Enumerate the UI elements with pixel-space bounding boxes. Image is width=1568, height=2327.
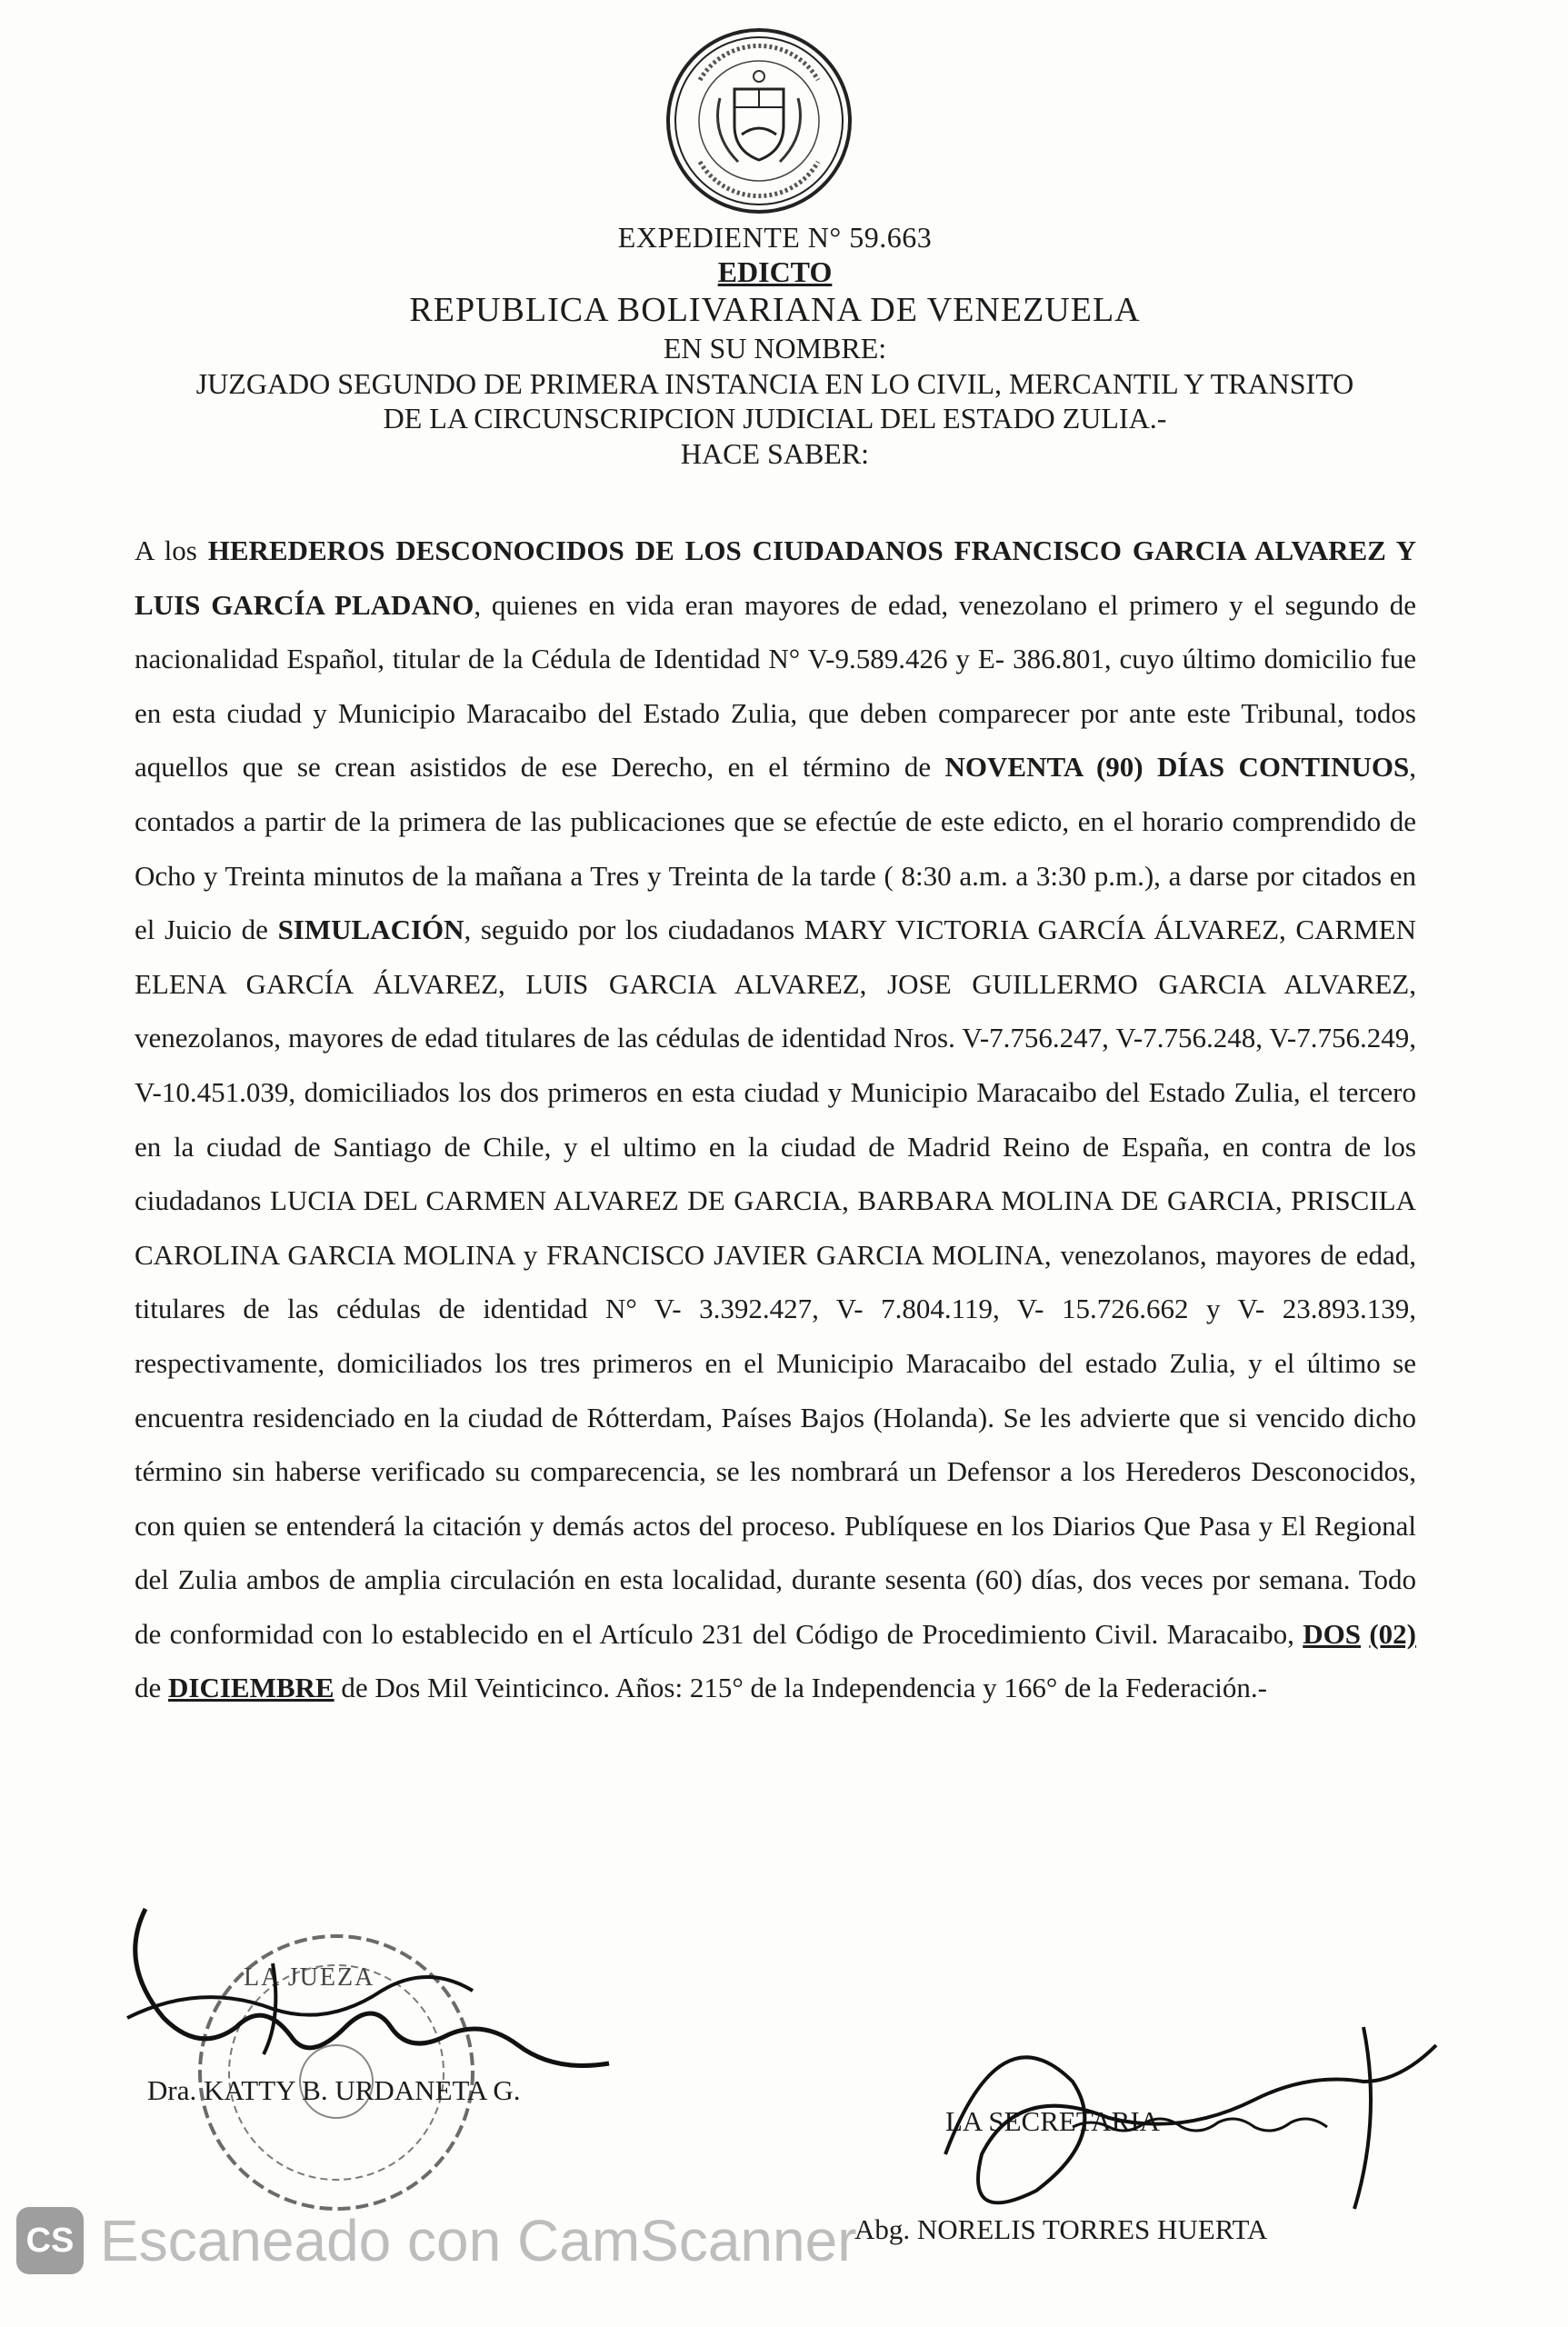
- camscanner-logo-icon: CS: [16, 2207, 84, 2274]
- body-text-7: de Dos Mil Veinticinco. Años: 215° de la Independencia y 166° de la Federación.-: [334, 1672, 1267, 1704]
- document-header: [118, 220, 1432, 471]
- expediente-number: EXPEDIENTE N° 59.663: [617, 221, 933, 254]
- body-text-1: A los: [135, 534, 208, 566]
- date-month: DICIEMBRE: [168, 1672, 335, 1704]
- hace-saber: HACE SABER:: [680, 436, 870, 470]
- body-text-3: , contados a partir de la primera de las publicaciones que se efectúe de este edicto, en el horario comprendido de Ocho y Treinta minutos de la mañana a Tres y Treinta de la tarde ( 8:30 a.m. a 3:30 p.m.), a darse por citados en el Juicio de: [135, 751, 1416, 946]
- body-text-6: de: [135, 1672, 169, 1704]
- edicto-title: EDICTO: [717, 255, 833, 289]
- republica-heading: REPUBLICA BOLIVARIANA DE VENEZUELA: [409, 290, 1141, 329]
- body-bold-term: NOVENTA (90) DÍAS CONTINUOS: [944, 751, 1410, 784]
- date-day-word: DOS: [1303, 1617, 1361, 1650]
- en-su-nombre: EN SU NOMBRE:: [663, 332, 887, 365]
- edict-body: [135, 524, 1416, 1715]
- body-text-5: [1361, 1618, 1369, 1650]
- camscanner-text: Escaneado con CamScanner: [100, 2208, 857, 2273]
- body-text-2: , quienes en vida eran mayores de edad, venezolano el primero y el segundo de nacionalidad Español, titular de la Cédula de Identidad N° V-9.589.426 y E- 386.801, cuyo último domicilio fue en esta ciudad y Municipio Maracaibo del Estado Zulia, que deben comparecer por ante este Tribunal, todos aquellos que se crean asistidos de ese Derecho, en el término de: [135, 588, 1416, 784]
- judge-signature-icon: [91, 1891, 709, 2218]
- juzgado-line-1: JUZGADO SEGUNDO DE PRIMERA INSTANCIA EN LO CIVIL, MERCANTIL Y TRANSITO: [195, 366, 1354, 400]
- date-day-number: (02): [1369, 1617, 1416, 1650]
- judge-name: Dra. KATTY B. URDANETA G.: [147, 2074, 521, 2106]
- camscanner-watermark: [16, 2204, 857, 2277]
- stamp-label: LA JUEZA: [244, 1963, 375, 1992]
- secretary-name: Abg. NORELIS TORRES HUERTA: [854, 2213, 1268, 2245]
- body-text-4: , seguido por los ciudadanos MARY VICTORIA GARCÍA ÁLVAREZ, CARMEN ELENA GARCÍA ÁLVAREZ, LUIS GARCIA ALVAREZ, JOSE GUILLERMO GARCIA ALVAREZ, venezolanos, mayores de edad titulares de las cédulas de identidad Nros. V-7.756.247, V-7.756.248, V-7.756.249, V-10.451.039, domiciliados los dos primeros en esta ciudad y Municipio Maracaibo del Estado Zulia, el tercero en la ciudad de Santiago de Chile, y el ultimo en la ciudad de Madrid Reino de España, en contra de los ciudadanos LUCIA DEL CARMEN ALVAREZ DE GARCIA, BARBARA MOLINA DE GARCIA, PRISCILA CAROLINA GARCIA MOLINA y FRANCISCO JAVIER GARCIA MOLINA, venezolanos, mayores de edad, titulares de las cédulas de identidad N° V- 3.392.427, V- 7.804.119, V- 15.726.662 y V- 23.893.139, respectivamente, domiciliados los tres primeros en el Municipio Maracaibo del estado Zulia, y el último se encuentra residenciado en la ciudad de Rótterdam, Países Bajos (Holanda). Se les advierte que si vencido dicho término sin haberse verificado su comparecencia, se les nombrará un Defensor a los Herederos Desconocidos, con quien se entenderá la citación y demás actos del proceso. Publíquese en los Diarios Que Pasa y El Regional del Zulia ambos de amplia circulación en esta localidad, durante sesenta (60) días, dos veces por semana. Todo de conformidad con lo establecido en el Artículo 231 del Código de Procedimiento Civil. Maracaibo,: [135, 914, 1417, 1650]
- edict-paragraph: [135, 524, 1416, 1715]
- secretary-title: LA SECRETARIA: [945, 2105, 1161, 2137]
- juzgado-line-2: DE LA CIRCUNSCRIPCION JUDICIAL DEL ESTADO ZULIA.-: [383, 402, 1167, 435]
- body-bold-simulacion: SIMULACIÓN: [277, 914, 464, 946]
- body-bold-heirs: HEREDEROS DESCONOCIDOS DE LOS CIUDADANOS FRANCISCO GARCIA ALVAREZ Y LUIS GARCÍA PLADANO: [135, 534, 1416, 621]
- coat-of-arms-seal-icon: [664, 25, 854, 216]
